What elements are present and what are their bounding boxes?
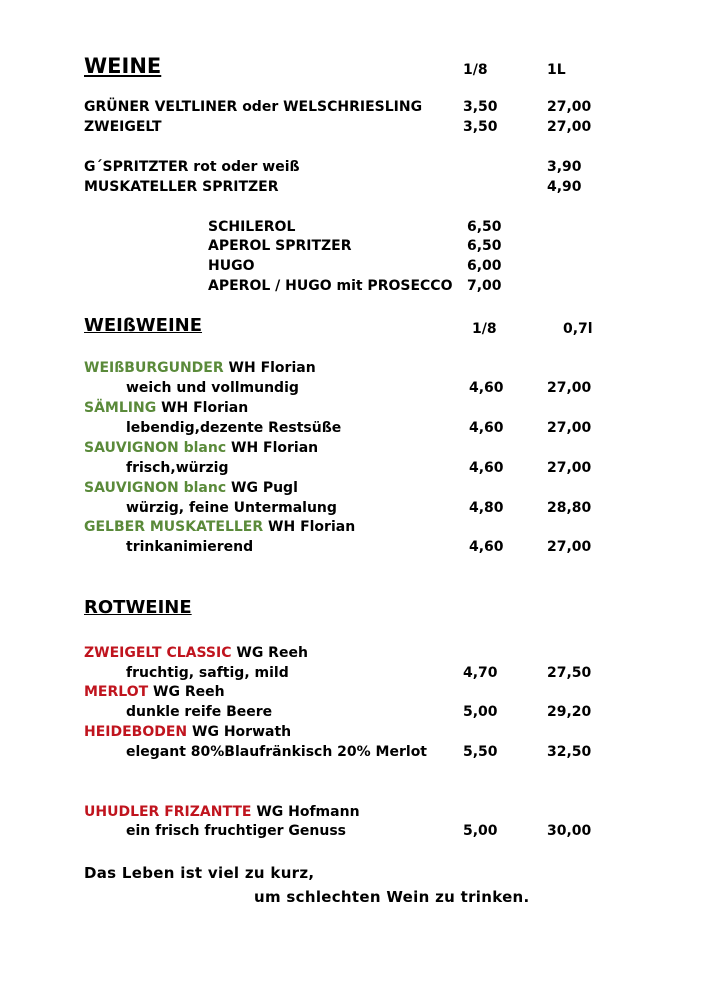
wine-name: G´SPRITZTER rot oder weiß — [84, 159, 300, 175]
price-eighth: 3,50 — [463, 99, 498, 115]
wine-variety: HEIDEBODEN — [84, 724, 188, 740]
price-liter: 27,00 — [547, 119, 592, 135]
wine-description: dunkle reife Beere — [126, 704, 273, 720]
price-eighth: 3,50 — [463, 119, 498, 135]
wine-description: fruchtig, saftig, mild — [126, 665, 289, 681]
mix-price: 6,50 — [467, 219, 502, 235]
wine-producer: WG Horwath — [192, 724, 292, 740]
wine-title — [84, 723, 291, 741]
wine-producer: WH Florian — [228, 360, 316, 376]
wine-description: elegant 80%Blaufränkisch 20% Merlot — [126, 744, 427, 760]
wine-title — [84, 644, 308, 662]
price-eighth: 4,80 — [469, 500, 504, 516]
mix-name: SCHILEROL — [208, 219, 296, 235]
wine-title — [84, 683, 225, 701]
wine-title — [84, 359, 316, 377]
price-bottle: 27,50 — [547, 665, 592, 681]
wine-description: ein frisch fruchtiger Genuss — [126, 823, 347, 839]
quote-line-2: um schlechten Wein zu trinken. — [254, 888, 530, 906]
wine-variety: GELBER MUSKATELLER — [84, 519, 264, 535]
price-eighth: 4,60 — [469, 380, 504, 396]
mix-name: APEROL SPRITZER — [208, 238, 352, 254]
wine-name: ZWEIGELT — [84, 119, 162, 135]
wine-variety: SAUVIGNON blanc — [84, 480, 227, 496]
wine-description: weich und vollmundig — [126, 380, 299, 396]
wine-variety: WEIßBURGUNDER — [84, 360, 224, 376]
wine-name: GRÜNER VELTLINER oder WELSCHRIESLING — [84, 99, 423, 115]
price-bottle: 29,20 — [547, 704, 592, 720]
wine-producer: WH Florian — [231, 440, 319, 456]
mix-price: 6,00 — [467, 258, 502, 274]
price-eighth: 4,70 — [463, 665, 498, 681]
price-eighth: 5,50 — [463, 744, 498, 760]
wine-producer: WG Hofmann — [256, 804, 360, 820]
price-bottle: 27,00 — [547, 539, 592, 555]
wine-description: trinkanimierend — [126, 539, 254, 555]
quote-line-1: Das Leben ist viel zu kurz, — [84, 864, 315, 882]
wine-description: frisch,würzig — [126, 460, 229, 476]
wine-description: würzig, feine Untermalung — [126, 500, 337, 516]
wine-producer: WG Reeh — [153, 684, 225, 700]
mix-name: HUGO — [208, 258, 255, 274]
weissweine-col-eighth: 1/8 — [472, 321, 497, 337]
price-bottle: 27,00 — [547, 380, 592, 396]
rotweine-heading: ROTWEINE — [84, 597, 192, 618]
price: 3,90 — [547, 159, 582, 175]
price: 4,90 — [547, 179, 582, 195]
wine-variety: SAUVIGNON blanc — [84, 440, 227, 456]
wine-title — [84, 803, 360, 821]
wine-name: MUSKATELLER SPRITZER — [84, 179, 279, 195]
wine-variety: UHUDLER FRIZANTTE — [84, 804, 252, 820]
wine-producer: WH Florian — [268, 519, 356, 535]
price-eighth: 5,00 — [463, 704, 498, 720]
price-bottle: 28,80 — [547, 500, 592, 516]
wine-title — [84, 479, 298, 497]
price-eighth: 4,60 — [469, 539, 504, 555]
price-bottle: 27,00 — [547, 420, 592, 436]
wine-producer: WH Florian — [161, 400, 249, 416]
mix-price: 7,00 — [467, 278, 502, 294]
price-bottle: 27,00 — [547, 460, 592, 476]
wine-title — [84, 439, 318, 457]
weine-col-liter: 1L — [547, 62, 566, 78]
wine-variety: ZWEIGELT CLASSIC — [84, 645, 232, 661]
wine-variety: MERLOT — [84, 684, 149, 700]
price-eighth: 4,60 — [469, 420, 504, 436]
mix-name: APEROL / HUGO mit PROSECCO — [208, 278, 453, 294]
wine-title — [84, 518, 355, 536]
wine-description: lebendig,dezente Restsüße — [126, 420, 342, 436]
weissweine-col-bottle: 0,7l — [563, 321, 593, 337]
weine-heading: WEINE — [84, 54, 162, 78]
price-eighth: 4,60 — [469, 460, 504, 476]
mix-price: 6,50 — [467, 238, 502, 254]
price-eighth: 5,00 — [463, 823, 498, 839]
wine-variety: SÄMLING — [84, 400, 157, 416]
weine-col-eighth: 1/8 — [463, 62, 488, 78]
wine-producer: WG Pugl — [231, 480, 298, 496]
price-bottle: 32,50 — [547, 744, 592, 760]
price-bottle: 30,00 — [547, 823, 592, 839]
price-liter: 27,00 — [547, 99, 592, 115]
wine-producer: WG Reeh — [236, 645, 308, 661]
wine-title — [84, 399, 248, 417]
weissweine-heading: WEIßWEINE — [84, 315, 203, 336]
